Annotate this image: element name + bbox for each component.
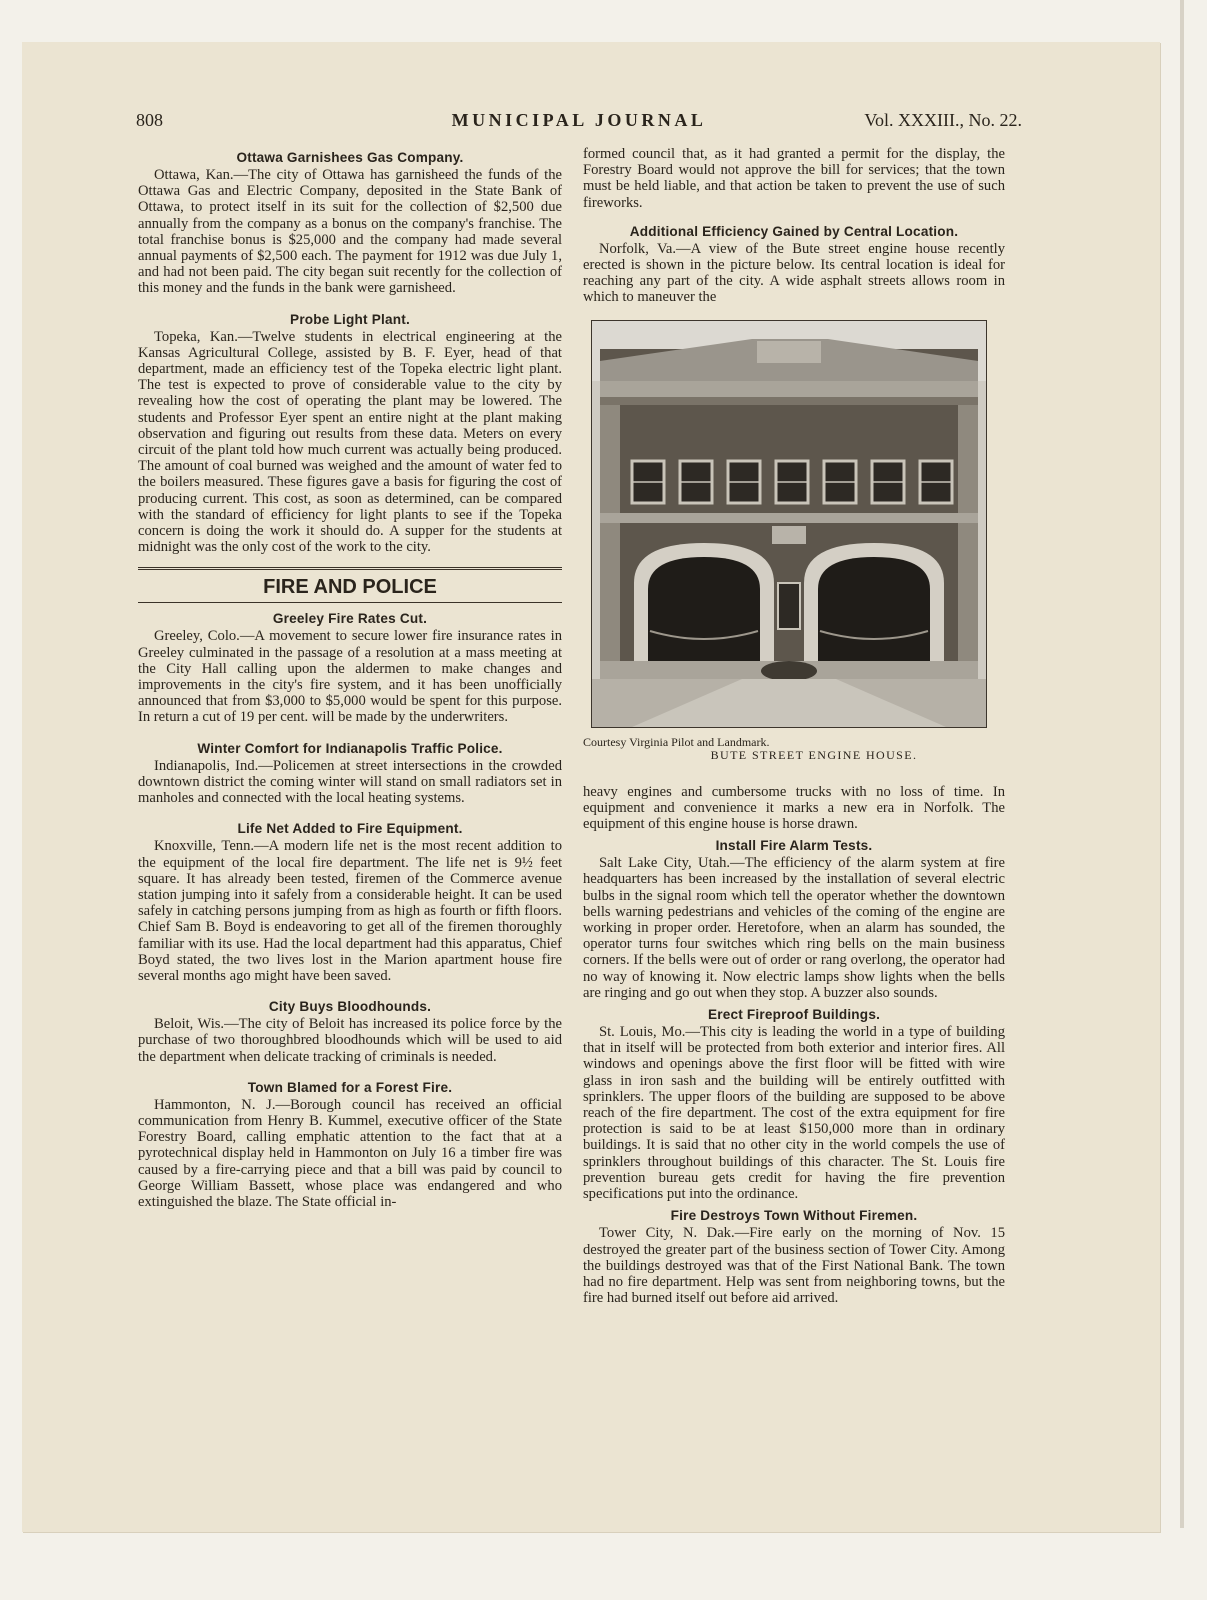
engine-house-photo: [591, 320, 987, 728]
photo-title: BUTE STREET ENGINE HOUSE.: [710, 747, 918, 762]
article-winter: [138, 741, 562, 807]
photo-credit: Courtesy Virginia Pilot and Landmark.: [583, 734, 770, 749]
article-body: Salt Lake City, Utah.—The efficiency of the alarm system at fire headquarters has been increased by the installation of several electric bulbs in the signal room which tell the operator whether the downtown bells warning pedestrians and vehicles of the coming of the engine are working in proper order. Heretofore, when an alarm has sounded, the operator turns four switches which ring bells on the main business corners. If the bells were out of order or rang overlong, the operator had no way of knowing it. Now electric lamps show lights when the bells are ringing and go out when they stop. A buzzer also sounds.: [583, 855, 1005, 1001]
page-number: 808: [136, 110, 163, 130]
article-title: Fire Destroys Town Without Firemen.: [670, 1208, 918, 1224]
article-title: Ottawa Garnishees Gas Company.: [236, 150, 464, 165]
article-body: Beloit, Wis.—The city of Beloit has increased its police force by the purchase of two thoroughbred bloodhounds which will be used to aid the department when delicate tracking of criminals is needed.: [138, 1016, 562, 1065]
article-title: Install Fire Alarm Tests.: [715, 838, 873, 854]
article-body: Tower City, N. Dak.—Fire early on the morning of Nov. 15 destroyed the greater part of the business section of Tower City. Among the buildings destroyed was that of the First National Bank. The town had no fire department. Help was sent from neighboring towns, but the fire had burned itself out before aid arrived.: [583, 1225, 1005, 1307]
article-fireproof: [583, 1007, 1005, 1202]
article-body: Indianapolis, Ind.—Policemen at street intersections in the crowded downtown district the coming winter will stand on small radiators set in manholes and connected with the local heating systems.: [138, 757, 562, 807]
scan-edge-rule: [1180, 0, 1184, 1528]
article-body: Topeka, Kan.—Twelve students in electrical engineering at the Kansas Agricultural College, assisted by B. F. Eyer, head of that department, made an efficiency test of the Topeka electric light plant. The test is expected to prove of considerable value to the city by revealing how the cost of operating the plant may be lowered. The students and Professor Eyer spent an entire night at the plant making observation and figuring out results from these data. Meters on every circuit of the plant told how much current was actually being produced. The amount of coal burned was weighed and the amount of water fed to the boilers measured. These figures gave a basis for figuring the cost of producing current. This cost, as soon as determined, can be compared with the standard of efficiency for light plants to see if the Topeka concern is doing the work it should do. A supper for the students at midnight was the only cost of the work to the city.: [138, 328, 562, 556]
article-body: heavy engines and cumbersome trucks with no loss of time. In equipment and convenience it marks a new era in Norfolk. The equipment of this engine house is horse drawn.: [583, 783, 1005, 833]
article-forest-continued: [583, 146, 1005, 211]
article-title: Probe Light Plant.: [290, 311, 410, 327]
journal-title: MUNICIPAL JOURNAL: [451, 110, 707, 130]
article-body: Knoxville, Tenn.—A modern life net is the most recent addition to the equipment of the local fire department. The life net is 9½ feet square. It has already been tested, firemen of the Commerce avenue station jumping into it safely from a considerable height. It can be used safely in catching persons jumping from as high as fourth or fifth floors. Chief Sam B. Boyd is endeavoring to get all of the firemen thoroughly familiar with its use. Had the local department had this apparatus, Chief Boyd stated, the two lives lost in the Marion apartment house fire several months ago might have been saved.: [138, 838, 562, 984]
article-ottawa: [138, 150, 562, 297]
article-title: Greeley Fire Rates Cut.: [272, 611, 428, 627]
article-title: Life Net Added to Fire Equipment.: [237, 821, 463, 837]
engine-house-illustration: [592, 321, 986, 727]
article-probe: [138, 312, 562, 556]
article-body: Hammonton, N. J.—Borough council has received an official communication from Henry B. Kummel, executive officer of the State Forestry Board, calling emphatic attention to the fact that at a pyrotechnical display held in Hammonton on July 16 a timber fire was caused by a fire-carrying piece and that a bill was paid by council to George William Bassett, whose place was endangered and who extinguished the blaze. The State official in-: [138, 1096, 562, 1210]
section-rule: [138, 567, 562, 570]
right-column: [583, 146, 1005, 1306]
article-title: Erect Fireproof Buildings.: [707, 1007, 881, 1023]
article-title: Winter Comfort for Indianapolis Traffic Police.: [197, 740, 503, 756]
article-alarm: [583, 838, 1005, 1001]
article-title: City Buys Bloodhounds.: [268, 999, 432, 1015]
article-efficiency-continued: [583, 784, 1005, 833]
page-header: [136, 110, 1022, 134]
article-body: Ottawa, Kan.—The city of Ottawa has garnisheed the funds of the Ottawa Gas and Electric Company, deposited in the State Bank of Ottawa, to protect itself in its suit for the collection of $2,500 due annually from the company as a bonus on the company's franchise. The total franchise bonus is $25,000 and the company had made several annual payments of $2,500 each. The payment for 1912 was due July 1, and had not been paid. The city began suit recently for the collection of this money and the funds in the bank were garnisheed.: [138, 167, 562, 297]
article-forest: [138, 1080, 562, 1210]
volume-label: Vol. XXXIII., No. 22.: [864, 110, 1022, 130]
article-body: St. Louis, Mo.—This city is leading the world in a type of building that in itself will be protected from both exterior and interior fires. All windows and openings above the first floor will be fitted with wire glass in iron sash and the building will be entirely outfitted with sprinklers. The upper floors of the building are supposed to be above reach of the fire department. The cost of the extra equipment for fire protection is said to be at least $150,000 more than in ordinary buildings. It is said that no other city in the world compels the use of sprinklers throughout buildings of this character. The St. Louis fire prevention bureau gets credit for having the fire prevention specifications put into the ordinance.: [583, 1024, 1005, 1203]
section-heading: FIRE AND POLICE: [263, 576, 437, 599]
article-bloodhounds: [138, 999, 562, 1065]
article-tower: [583, 1208, 1005, 1306]
article-lifenet: [138, 821, 562, 984]
photo-caption: [583, 736, 1005, 762]
article-efficiency: [583, 224, 1005, 306]
article-body: Norfolk, Va.—A view of the Bute street engine house recently erected is shown in the picture below. Its central location is ideal for reaching any part of the city. A wide asphalt streets allows room in which to maneuver the: [583, 240, 1005, 306]
article-body: formed council that, as it had granted a permit for the display, the Forestry Board would not approve the bill for services; that the town must be held liable, and that action be taken to prevent the use of such fireworks.: [583, 146, 1005, 211]
article-body: Greeley, Colo.—A movement to secure lower fire insurance rates in Greeley culminated in the passage of a resolution at a mass meeting at the City Hall calling upon the aldermen to make changes and improvements in the city's fire system, and it has been unofficially announced that from $3,000 to $5,000 would be spent for this purpose. In return a cut of 19 per cent. will be made by the underwriters.: [138, 628, 562, 726]
left-column: [138, 150, 562, 1210]
article-title: Additional Efficiency Gained by Central Location.: [629, 223, 959, 239]
article-title: Town Blamed for a Forest Fire.: [247, 1079, 453, 1095]
section-rule: [138, 602, 562, 603]
article-greeley: [138, 611, 562, 725]
